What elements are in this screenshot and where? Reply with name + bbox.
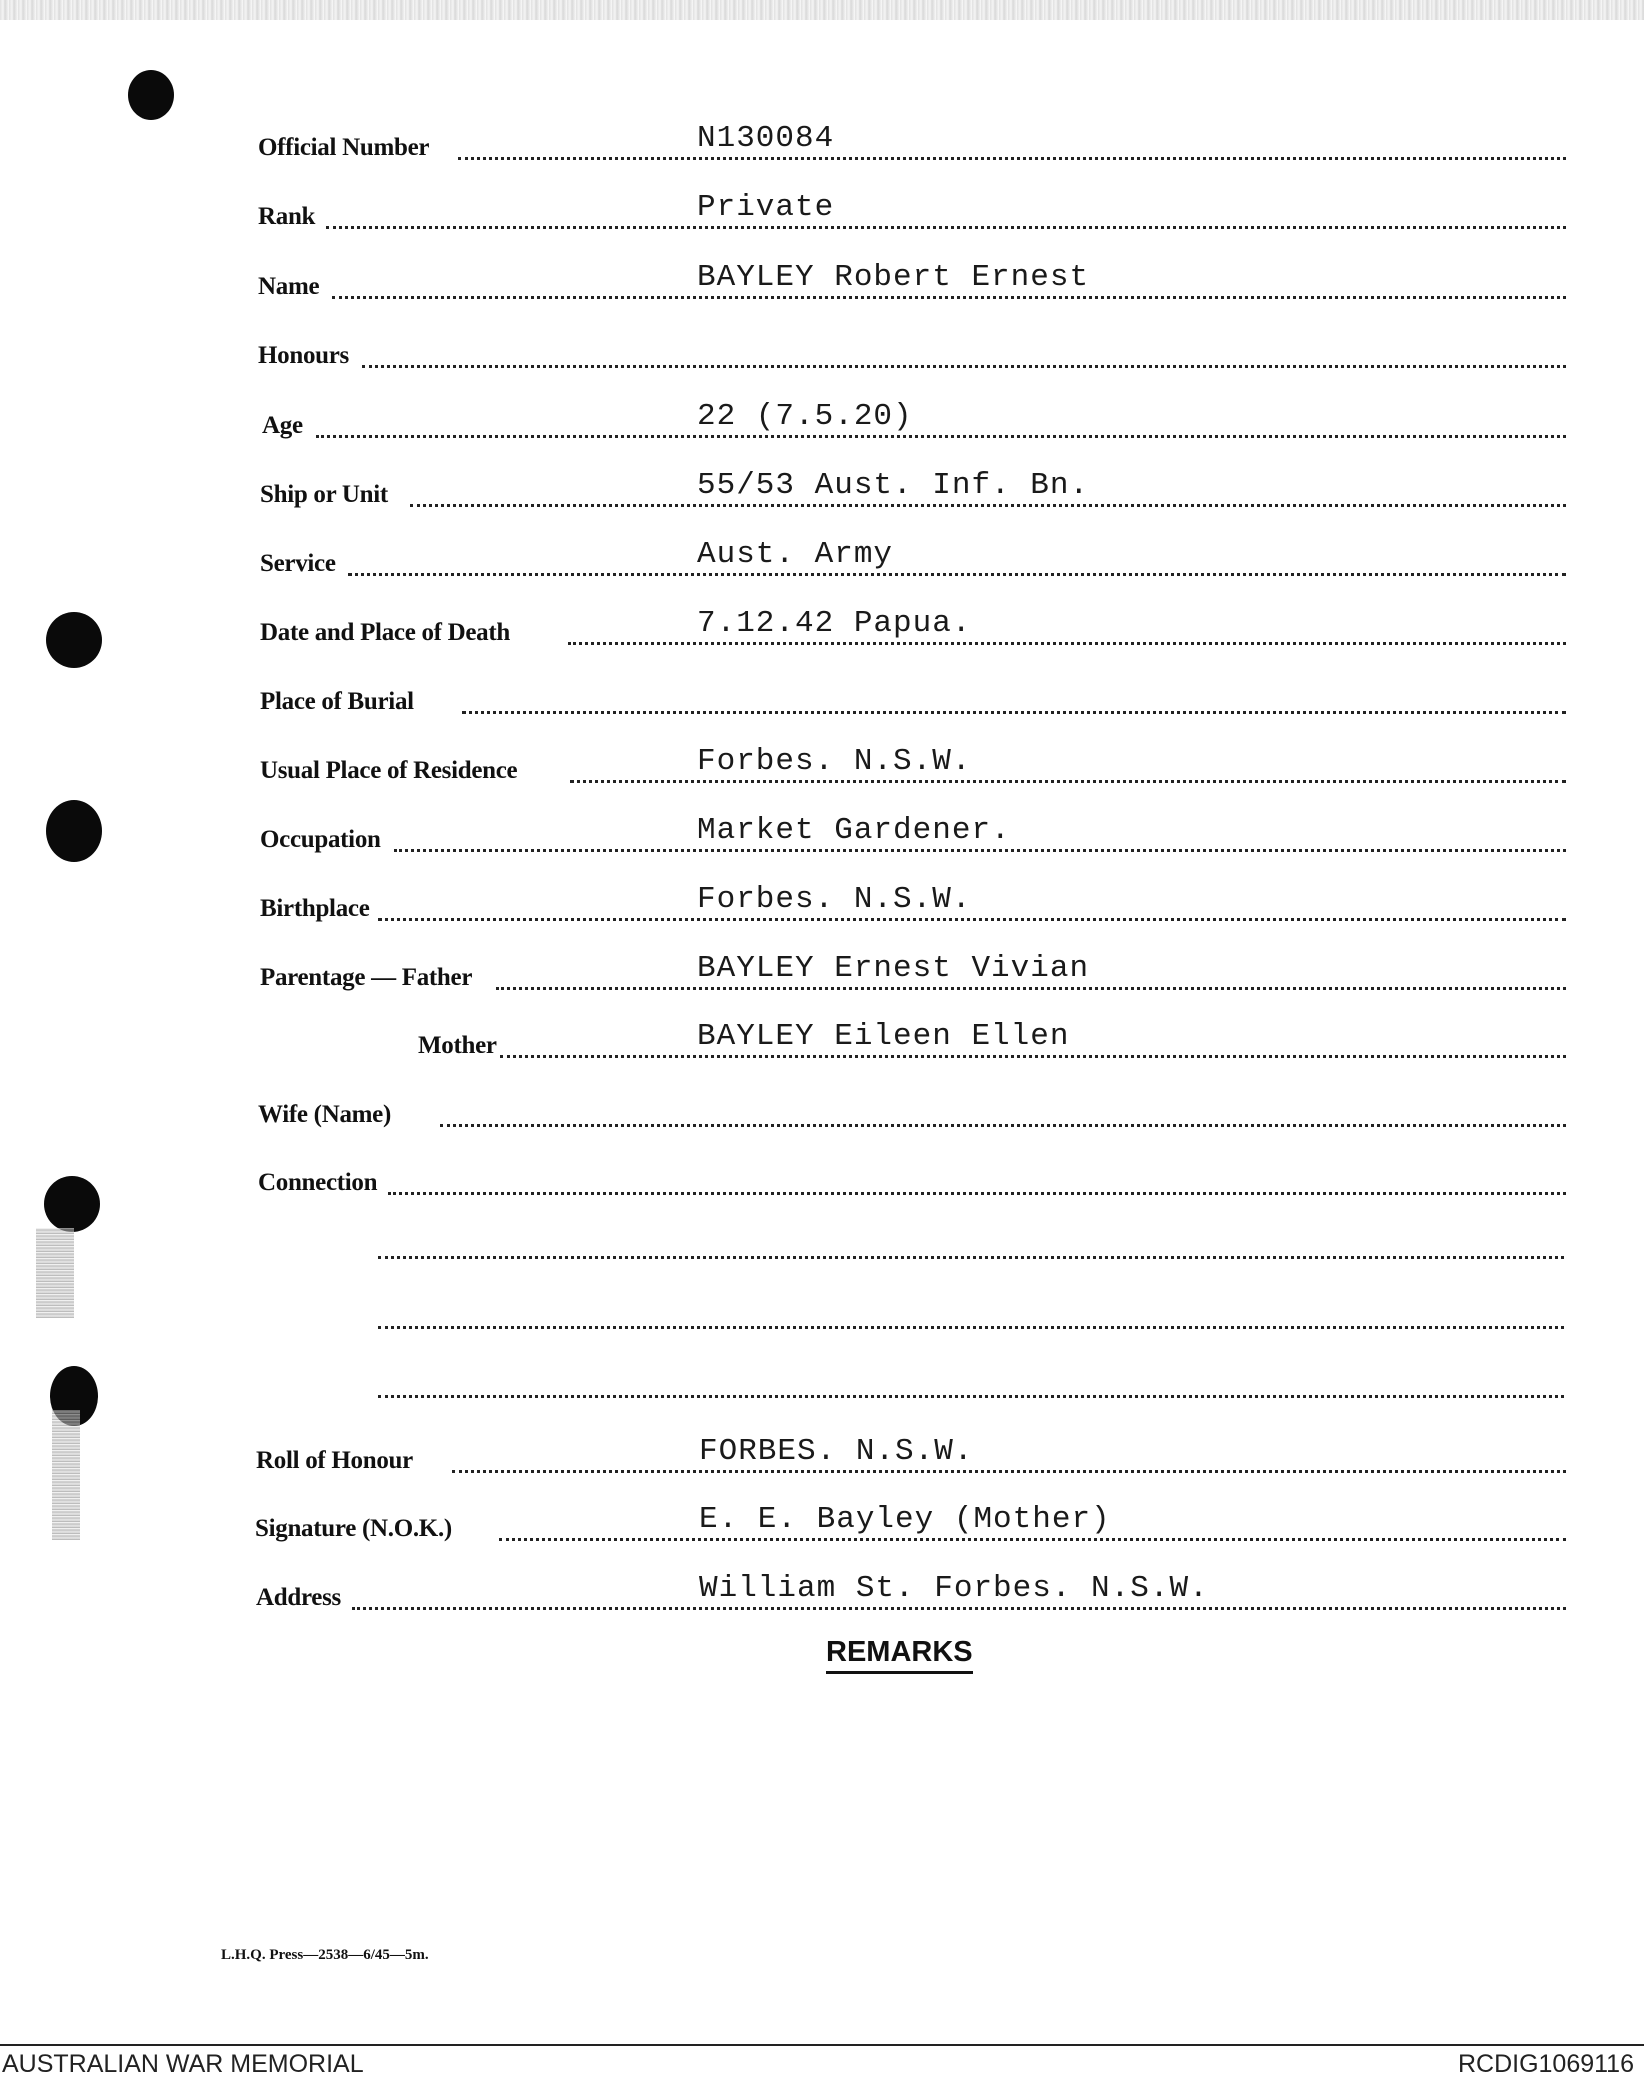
field-label: Signature (N.O.K.) [255, 1515, 452, 1542]
field-label: Connection [258, 1169, 378, 1196]
dotted-line [462, 711, 1566, 714]
field-label: Ship or Unit [260, 481, 388, 508]
field-label: Honours [258, 342, 349, 369]
field-label: Roll of Honour [256, 1447, 413, 1474]
field-name [258, 260, 1566, 305]
field-value: E. E. Bayley (Mother) [699, 1502, 1111, 1537]
field-label: Name [258, 273, 320, 300]
field-value: Market Gardener. [697, 813, 1011, 848]
field-label: Address [256, 1584, 341, 1611]
field-value: Aust. Army [697, 537, 894, 572]
connection-blank-line [378, 1395, 1564, 1398]
field-label: Rank [258, 203, 316, 230]
dotted-line [410, 504, 1566, 507]
scan-smudge [52, 1410, 80, 1540]
field-roll-of-honour [256, 1434, 1566, 1479]
remarks-heading: REMARKS [826, 1636, 973, 1674]
footer-divider [0, 2044, 1644, 2046]
connection-blank-line [378, 1326, 1564, 1329]
dotted-line [568, 642, 1566, 645]
scan-smudge [36, 1228, 74, 1318]
field-label: Place of Burial [260, 688, 414, 715]
punch-hole [46, 612, 102, 668]
dotted-line [316, 435, 1566, 438]
field-label: Age [262, 412, 303, 439]
field-mother [258, 1019, 1566, 1064]
dotted-line [326, 226, 1566, 229]
field-label: Service [260, 550, 336, 577]
field-label: Date and Place of Death [260, 619, 510, 646]
field-address [256, 1571, 1566, 1616]
dotted-line [458, 157, 1566, 160]
dotted-line [452, 1470, 1566, 1473]
scan-top-edge [0, 0, 1644, 20]
field-connection [258, 1161, 1566, 1201]
field-value: 55/53 Aust. Inf. Bn. [697, 468, 1090, 503]
print-code: L.H.Q. Press—2538—6/45—5m. [221, 1947, 429, 1963]
field-label: Usual Place of Residence [260, 757, 518, 784]
dotted-line [352, 1607, 1566, 1610]
dotted-line [362, 365, 1566, 368]
field-wife-name [258, 1093, 1566, 1133]
dotted-line [394, 849, 1566, 852]
field-ship-or-unit [258, 468, 1566, 513]
dotted-line [378, 918, 1566, 921]
field-value: 7.12.42 Papua. [697, 606, 972, 641]
dotted-line [348, 573, 1566, 576]
field-label: Occupation [260, 826, 381, 853]
field-place-of-burial [258, 680, 1566, 720]
field-value: Forbes. N.S.W. [697, 744, 972, 779]
field-birthplace [258, 882, 1566, 927]
field-value: N130084 [697, 121, 835, 156]
field-value: William St. Forbes. N.S.W. [699, 1571, 1209, 1606]
field-date-place-of-death [258, 606, 1566, 651]
field-label: Mother [418, 1032, 497, 1059]
field-rank [258, 190, 1566, 235]
punch-hole [44, 1176, 100, 1232]
field-label: Parentage — Father [260, 964, 473, 991]
dotted-line [332, 296, 1566, 299]
dotted-line [570, 780, 1566, 783]
field-label: Birthplace [260, 895, 370, 922]
dotted-line [500, 1055, 1566, 1058]
punch-hole [46, 800, 102, 862]
field-value: Forbes. N.S.W. [697, 882, 972, 917]
field-value: BAYLEY Robert Ernest [697, 260, 1090, 295]
field-value: FORBES. N.S.W. [699, 1434, 974, 1469]
field-usual-residence [258, 744, 1566, 789]
dotted-line [499, 1538, 1566, 1541]
footer-source: AUSTRALIAN WAR MEMORIAL [2, 2050, 364, 2078]
dotted-line [440, 1124, 1566, 1127]
punch-hole [128, 70, 174, 120]
connection-blank-line [378, 1256, 1564, 1259]
footer-record-id: RCDIG1069116 [1457, 2050, 1634, 2078]
dotted-line [496, 987, 1566, 990]
field-father [258, 951, 1566, 996]
field-signature-nok [255, 1502, 1566, 1547]
field-value: Private [697, 190, 835, 225]
field-honours [258, 334, 1566, 374]
field-value: 22 (7.5.20) [697, 399, 913, 434]
field-service [258, 537, 1566, 582]
field-official-number [258, 121, 1566, 166]
field-value: BAYLEY Eileen Ellen [697, 1019, 1070, 1054]
field-occupation [258, 813, 1566, 858]
field-value: BAYLEY Ernest Vivian [697, 951, 1090, 986]
field-age [258, 399, 1566, 444]
dotted-line [388, 1192, 1566, 1195]
field-label: Wife (Name) [258, 1101, 391, 1128]
field-label: Official Number [258, 134, 430, 161]
